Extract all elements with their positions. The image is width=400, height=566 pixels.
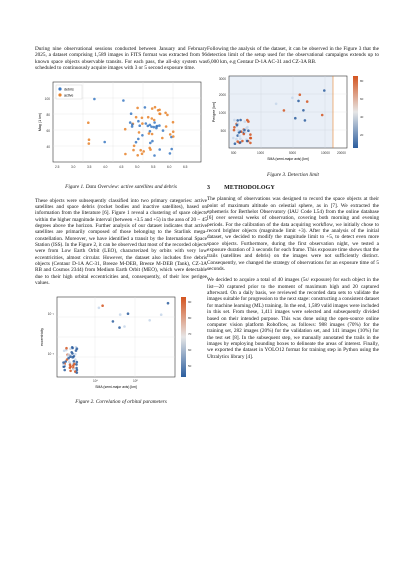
fig3-point [238,135,241,138]
svg-text:20: 20 [360,133,364,138]
fig1-point [137,120,140,123]
legend-debris-label: debris [64,87,74,92]
fig2-point [167,302,170,305]
fig3-colorbar-ticks [360,79,364,137]
fig3-point [304,119,307,122]
fig3-point [233,119,236,122]
fig2-point [118,327,121,330]
figure-1-plot [35,76,207,176]
fig1-point [169,152,172,155]
svg-text:3000: 3000 [218,77,226,82]
fig1-point [138,131,141,134]
fig1-point [147,116,150,119]
fig2-point [69,364,72,367]
fig1-point [148,133,151,136]
fig3-point [247,129,250,132]
right-column [207,46,379,365]
fig3-point [243,129,246,132]
fig3-point [321,114,324,117]
section-heading [207,185,379,191]
fig3-point [250,137,253,140]
svg-text:10⁻³: 10⁻³ [47,352,54,357]
fig1-point [136,154,139,157]
fig3-point [246,119,249,122]
fig1-point [153,126,156,129]
fig2-point [127,313,130,316]
fig3-point [241,140,244,143]
svg-text:1000: 1000 [218,111,226,116]
fig1-point [161,137,164,140]
legend-active-label: active [64,93,74,98]
svg-text:5.5: 5.5 [151,165,156,170]
figure-1 [35,76,207,190]
fig2-point [160,314,163,317]
svg-text:4.5: 4.5 [119,165,124,170]
fig1-point [144,106,147,109]
fig1-legend [56,85,82,99]
fig3-point [283,109,286,112]
svg-text:500: 500 [231,151,237,156]
fig1-point [145,123,148,126]
fig1-point [129,122,132,125]
fig2-point [70,351,73,354]
figure-3 [207,70,379,178]
fig1-point [141,123,144,126]
svg-text:4.0: 4.0 [103,165,108,170]
fig1-ylabel: Mag (1 km) [38,113,42,132]
fig3-point [233,129,236,132]
svg-text:40: 40 [46,145,50,150]
left-column [35,46,207,413]
fig1-point [151,133,154,136]
svg-text:60: 60 [46,129,50,134]
svg-text:10⁵: 10⁵ [133,379,138,384]
fig3-point [323,89,326,92]
fig3-point [249,133,252,136]
svg-text:60: 60 [360,97,364,102]
fig1-point [147,125,150,128]
svg-text:5000: 5000 [289,151,297,156]
fig2-point [148,319,151,322]
fig1-point [131,124,134,127]
section-number: 3 [207,185,211,192]
methodology-paragraph-1: The planning of observations was designed to record the space objects at their point of maximum altitude on celestial sphere, as in [7]. We extracted the ephemeris for Berthelot Observatory (IAU Code L54) from the online database [6] over several weeks of observation, covering both morning and evening periods. For the calibration of the data acquiring workflow, we initially chose to record brighter objects (magnitude limit +3). After the analysis of the initial dataset, we decided to modify the magnitude limit to +5, to detect even more space objects. Furthermore, during the first observation night, we tested a exposure duration of 3 seconds for each frame. This exposure time shows that the trails (satellites and debris) on the images were not sufficiently distinct. Consequently, we changed the strategy of observations for an exposure time of 5 seconds. [207,196,379,273]
figure-1-caption: Figure 1. Data Overview: active satellites and debris [65,184,177,191]
fig2-point [73,360,76,363]
fig1-point [137,138,140,141]
fig2-point [76,361,79,364]
fig2-point [75,364,78,367]
fig2-point [63,369,66,372]
svg-text:1000: 1000 [257,151,265,156]
fig1-point [151,108,154,111]
fig1-point [158,149,161,152]
fig1-point [141,153,144,156]
fig1-point [172,136,175,139]
svg-text:60: 60 [188,348,192,353]
fig1-point [149,149,152,152]
fig3-point [239,137,242,140]
figure-3-caption: Figure 3. Detection limit [266,172,319,179]
section-title: METHODOLOGY [224,185,275,192]
fig3-point [237,129,240,132]
fig3-point [302,109,305,112]
fig1-point [153,155,156,158]
detection-paragraph: Following the analysis of the dataset, it can be observed in the Figure 3 that the detection limit of the setup used for the observational campaigns extends up to 6,000 km, e.g Centaur D-1A AC-31 and CZ-3A RB. [207,46,379,65]
fig1-point [141,134,144,137]
svg-text:80: 80 [360,79,364,84]
fig1-point [122,100,125,103]
fig2-point [119,314,122,317]
fig1-point [142,150,145,153]
figure-2 [35,291,207,405]
svg-text:6.0: 6.0 [167,165,172,170]
fig1-point [151,118,154,121]
fig2-point [72,369,75,372]
fig2-point [123,326,126,329]
fig3-colorbar [353,76,358,148]
fig1-point [87,122,90,125]
fig3-point [246,140,249,143]
fig2-point [73,355,76,358]
fig2-ylabel: eccentricity [40,328,44,347]
fig2-point [62,362,65,365]
fig2-colorbar-ticks [188,300,192,368]
figure-2-plot [35,291,207,391]
fig3-point [235,138,238,141]
fig3-xlabel: SMA (semi-major axis) [km] [267,157,309,162]
fig2-point [65,347,68,350]
fig2-point [72,365,75,368]
fig1-point [162,130,165,133]
svg-text:100: 100 [44,97,50,102]
fig2-xlabel: SMA (semi-major axis) [km] [95,385,137,390]
fig2-point [71,347,74,350]
fig3-point [275,103,278,106]
svg-text:40: 40 [360,115,364,120]
svg-text:80: 80 [188,316,192,321]
fig1-point [164,112,167,115]
fig3-point [239,141,242,144]
fig3-point [233,126,236,129]
fig3-ylabel: Perigee [km] [212,101,216,123]
fig1-point [155,127,158,130]
fig1-point [154,106,157,109]
fig1-point [88,143,91,146]
fig2-point [68,361,71,364]
fig1-point [133,145,136,148]
fig3-point [236,124,239,127]
fig3-point [236,140,239,143]
fig1-point [93,98,96,101]
classification-paragraph: These objects were subsequently classified into two primary categories: active satellites and space debris (rocket bodies and inactive satellites), based on information from the literature [6]. Figure 1 reveal a clustering of space objects within the higher magnitude interval (between +3.5 and +5) in the area of 20 − 45 degrees above the horizon. Further analysis of our dataset indicates that active satellites are primarily composed of those belonging to the Starlink mega-constellation. Moreover, we have identified a transit by the International Space Station (ISS). In the Figure 2, it can be observed that most of the recorded objects were from Low Earth Orbit (LEO), characterized by orbits with very low eccentricities, almost circular. However, the dataset also includes five debris objects (Centaur D-1A AC-31, Breeze M-DEB, Breeze M-DEB (Tank), CZ-3A RB and Cosmos 2344) from Medium Earth Orbit (MEO), which were detectable due to their high orbital eccentricities and, consequently, of their low perigee values. [35,197,207,287]
fig3-point [297,100,300,103]
fig2-point [76,372,79,375]
svg-text:70: 70 [188,332,192,337]
fig2-point [69,356,72,359]
fig3-point [249,142,252,145]
fig1-point [166,114,169,117]
svg-text:3.0: 3.0 [71,165,76,170]
svg-text:5.0: 5.0 [135,165,140,170]
fig3-point [243,133,246,136]
fig3-limit-region [229,76,333,148]
fig2-point [67,355,70,358]
fig3-point [294,117,297,120]
fig1-point [158,125,161,128]
fig1-point [151,140,154,143]
fig1-point [141,117,144,120]
fig2-point [75,367,78,370]
fig1-point [135,141,138,144]
fig1-point [170,148,173,151]
fig2-point [101,305,104,308]
legend-active-marker [58,94,61,97]
svg-text:2.5: 2.5 [55,165,60,170]
fig1-point [124,153,127,156]
fig1-point [172,131,175,134]
svg-text:10⁻¹: 10⁻¹ [47,312,54,317]
fig1-point [136,107,139,110]
fig2-point [76,348,79,351]
fig3-point [291,97,294,100]
fig2-point [112,321,115,324]
fig1-point [157,109,160,112]
svg-text:6.5: 6.5 [183,165,188,170]
fig1-point [138,125,141,128]
fig1-point [149,142,152,145]
legend-debris-marker [58,88,61,91]
fig1-point [103,141,106,144]
fig1-point [172,121,175,124]
svg-text:20000: 20000 [337,151,346,156]
fig3-point [236,119,239,122]
fig3-point [244,120,247,123]
figure-3-plot [207,70,379,164]
svg-text:10000: 10000 [321,151,330,156]
fig1-point [130,113,133,116]
fig3-point [306,100,309,103]
fig1-point [158,113,161,116]
fig2-point [98,307,101,310]
fig3-point [234,142,237,145]
svg-text:50: 50 [188,364,192,369]
fig2-colorbar [181,297,186,377]
fig1-point [139,149,142,152]
intro-paragraph: During nine observational sessions conducted between January and February 2025, a dataset comprising 1,589 images in FITS format was extracted from 96 known space objects observable transits. For each pass, the all-sky system was scheduled to continuously acquire images with 3 or 5 second exposure time. [35,46,207,72]
fig1-point [153,122,156,125]
fig3-point [232,137,235,140]
figure-2-caption: Figure 2. Correlation of orbital parameters [75,399,167,406]
fig1-point [132,149,135,152]
svg-text:3.5: 3.5 [87,165,92,170]
svg-text:80: 80 [46,113,50,118]
fig1-point [135,116,138,119]
fig3-point [239,119,242,122]
fig1-point [153,119,156,122]
svg-text:10⁴: 10⁴ [93,379,98,384]
fig1-point [88,139,91,142]
svg-text:2000: 2000 [218,93,226,98]
svg-text:500: 500 [220,129,226,134]
methodology-paragraph-2: We decided to acquire a total of 40 images (5s/ exposure) for each object in the list—20 captured prior to the moment of maximum high and 20 captured afterward. On a daily basis, we reviewed the recorded data sets to validate the images suitable for progression to the next stage: constructing a consistent dataset for machine learning (ML) training. In the end, 1,589 valid images were included in this set. From these, 1,411 images were selected and subsequently divided based on their intended purpose. This was done using the open-source online computer vision platform Roboflow, as follows: 988 images (70%) for the training set, 282 images (20%) for the validation set, and 141 images (10%) for the test set [8]. In the subsequent step, we manually annotated the trails in the images by employing bounding boxes to delineate the areas of interest. Finally, we exported the dataset in YOLO12 format for training step in Python using the Ultralytics library [4]. [207,277,379,360]
svg-text:90: 90 [188,300,192,305]
fig3-point [299,93,302,96]
fig1-point [124,128,127,131]
fig1-point [169,133,172,136]
fig2-point [69,370,72,373]
fig1-point [165,126,168,129]
